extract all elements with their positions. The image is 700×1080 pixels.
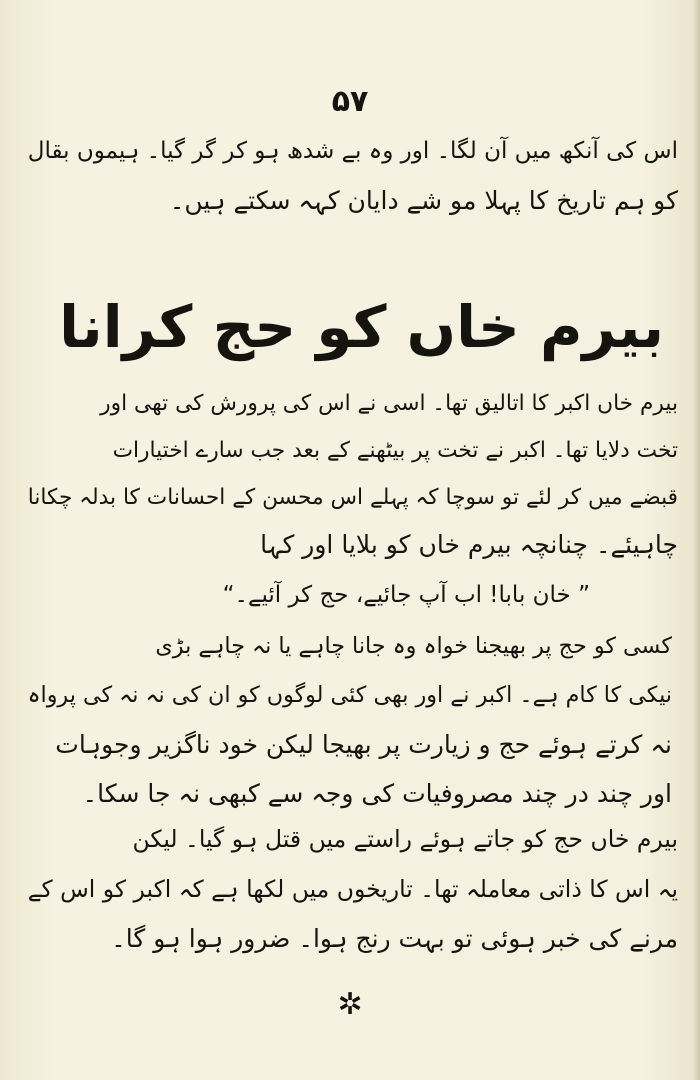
text-line: اس کی آنکھ میں آن لگا۔ اور وہ بے شدھ ہو کر گر گیا۔ ہیموں بقال (27, 138, 678, 164)
text-line: بیرم خاں حج کو جاتے ہوئے راستے میں قتل ہو گیا۔ لیکن (132, 825, 678, 853)
paragraph-two (27, 622, 672, 818)
text-line: یہ اس کا ذاتی معاملہ تھا۔ تاریخوں میں لکھا ہے کہ اکبر کو اس کے (27, 875, 678, 903)
text-line: قبضے میں کر لئے تو سوچا کہ پہلے اس محسن کے احسانات کا بدلہ چکانا (27, 485, 678, 510)
page-edge-shadow (692, 0, 700, 1080)
page-number: ۵۷ (331, 84, 369, 119)
text-line: کو ہم تاریخ کا پہلا مو شے دایان کہہ سکتے ہیں۔ (169, 186, 678, 215)
text-line: اور چند در چند مصروفیات کی وجہ سے کبھی نہ جا سکا۔ (82, 779, 672, 808)
text-line: کسی کو حج پر بھیجنا خواہ وہ جانا چاہے یا نہ چاہے بڑی (155, 633, 672, 659)
text-line: مرنے کی خبر ہوئی تو بہت رنج ہوا۔ ضرور ہوا ہو گا۔ (111, 924, 678, 953)
chapter-heading: بیرم خاں کو حج کرانا (59, 293, 664, 361)
ornament-icon: ✲ (337, 987, 363, 1022)
paragraph-three (28, 814, 678, 964)
text-line: تخت دلایا تھا۔ اکبر نے تخت پر بیٹھنے کے بعد جب سارے اختیارات (112, 438, 678, 463)
text-line: نہ کرتے ہوئے حج و زیارت پر بھیجا لیکن خود ناگزیر وجوہات (55, 730, 672, 759)
quote-line: ” خان بابا! اب آپ جائیے، حج کر آئیے۔“ (222, 582, 590, 608)
intro-paragraph (28, 126, 678, 226)
text-line: بیرم خاں اکبر کا اتالیق تھا۔ اسی نے اس کی پرورش کی تھی اور (100, 391, 678, 416)
text-line: نیکی کا کام ہے۔ اکبر نے اور بھی کئی لوگوں کو ان کی نہ نہ کی پرواہ (27, 682, 672, 708)
text-line: چاہیئے۔ چنانچہ بیرم خاں کو بلایا اور کہا (260, 530, 678, 559)
paragraph-one (28, 380, 678, 568)
